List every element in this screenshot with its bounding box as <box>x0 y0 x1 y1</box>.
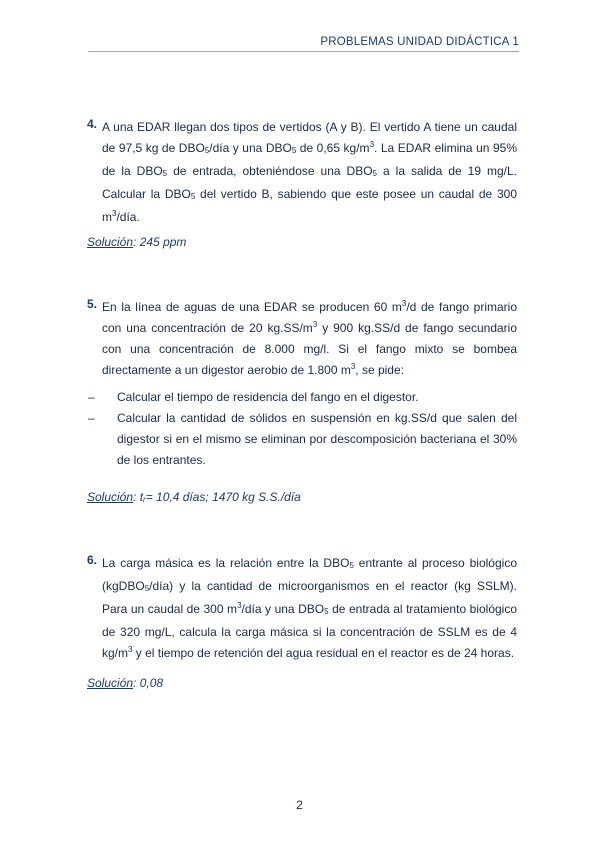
problem-statement: A una EDAR llegan dos tipos de vertidos (A y B). El vertido A tiene un caudal de 97,5 kg de $DBO_5$/día y una $DBO_5$ de 0,65 $kg/m^3$. La EDAR elimina un 95% de la $DBO_5$ de entrada, obteniéndose una $DBO_5$ a la salida de 19 mg/L. Calcular la $DBO_5$ del vertido B, sabiendo que este posee un caudal de 300 $m^3$/día. <box>102 120 518 224</box>
problem-6 <box>87 553 517 664</box>
solution-6 <box>87 676 163 690</box>
task-list <box>87 387 517 471</box>
solution-value: : 0,08 <box>133 676 164 690</box>
running-header: PROBLEMAS UNIDAD DIDÁCTICA 1 <box>320 36 519 48</box>
list-item: – Calcular el tiempo de residencia del fango en el digestor. <box>88 390 419 404</box>
problem-4 <box>87 117 517 228</box>
problem-statement: En la línea de aguas de una EDAR se producen 60 $m^3/d$ de fango primario con una concentración de 20 $kg.SS/m^3$ y 900 kg.SS/d de fango secundario con una concentración de 8.000 mg/l. Si el fango mixto se bombea directamente a un digestor aerobio de 1.800 $m^3$, se pide: <box>102 299 518 377</box>
solution-label: Solución <box>87 676 134 690</box>
solution-label: Solución <box>87 490 134 504</box>
problem-number: 4. <box>87 117 98 131</box>
problem-statement: La carga másica es la relación entre la $DBO_5$ entrante al proceso biológico (kgDBO$_5$/día) y la cantidad de microorganismos en el reactor (kg SSLM). Para un caudal de 300 $m^3$/día y una $DBO_5$ de entrada al tratamiento biológico de 320 mg/L, calcula la carga másica si la concentración de SSLM es de 4 $kg/m^3$ y el tiempo de retención del agua residual en el reactor es de 24 horas. <box>102 556 518 660</box>
problem-5 <box>87 297 517 471</box>
problem-number: 5. <box>87 297 98 311</box>
solution-5 <box>87 490 301 504</box>
solution-value: : $t_r= 10,4$ días; 1470 kg S.S./día <box>133 490 301 504</box>
header-divider <box>88 51 519 52</box>
solution-label: Solución <box>87 235 134 249</box>
problem-number: 6. <box>87 553 98 567</box>
solution-4 <box>87 235 186 249</box>
page-number: 2 <box>296 798 303 812</box>
list-item: – Calcular la cantidad de sólidos en suspensión en kg.SS/d que salen del digestor si en el mismo se eliminan por descomposición bacteriana el 30% de los entrantes. <box>88 411 517 467</box>
solution-value: : 245 ppm <box>133 235 187 249</box>
